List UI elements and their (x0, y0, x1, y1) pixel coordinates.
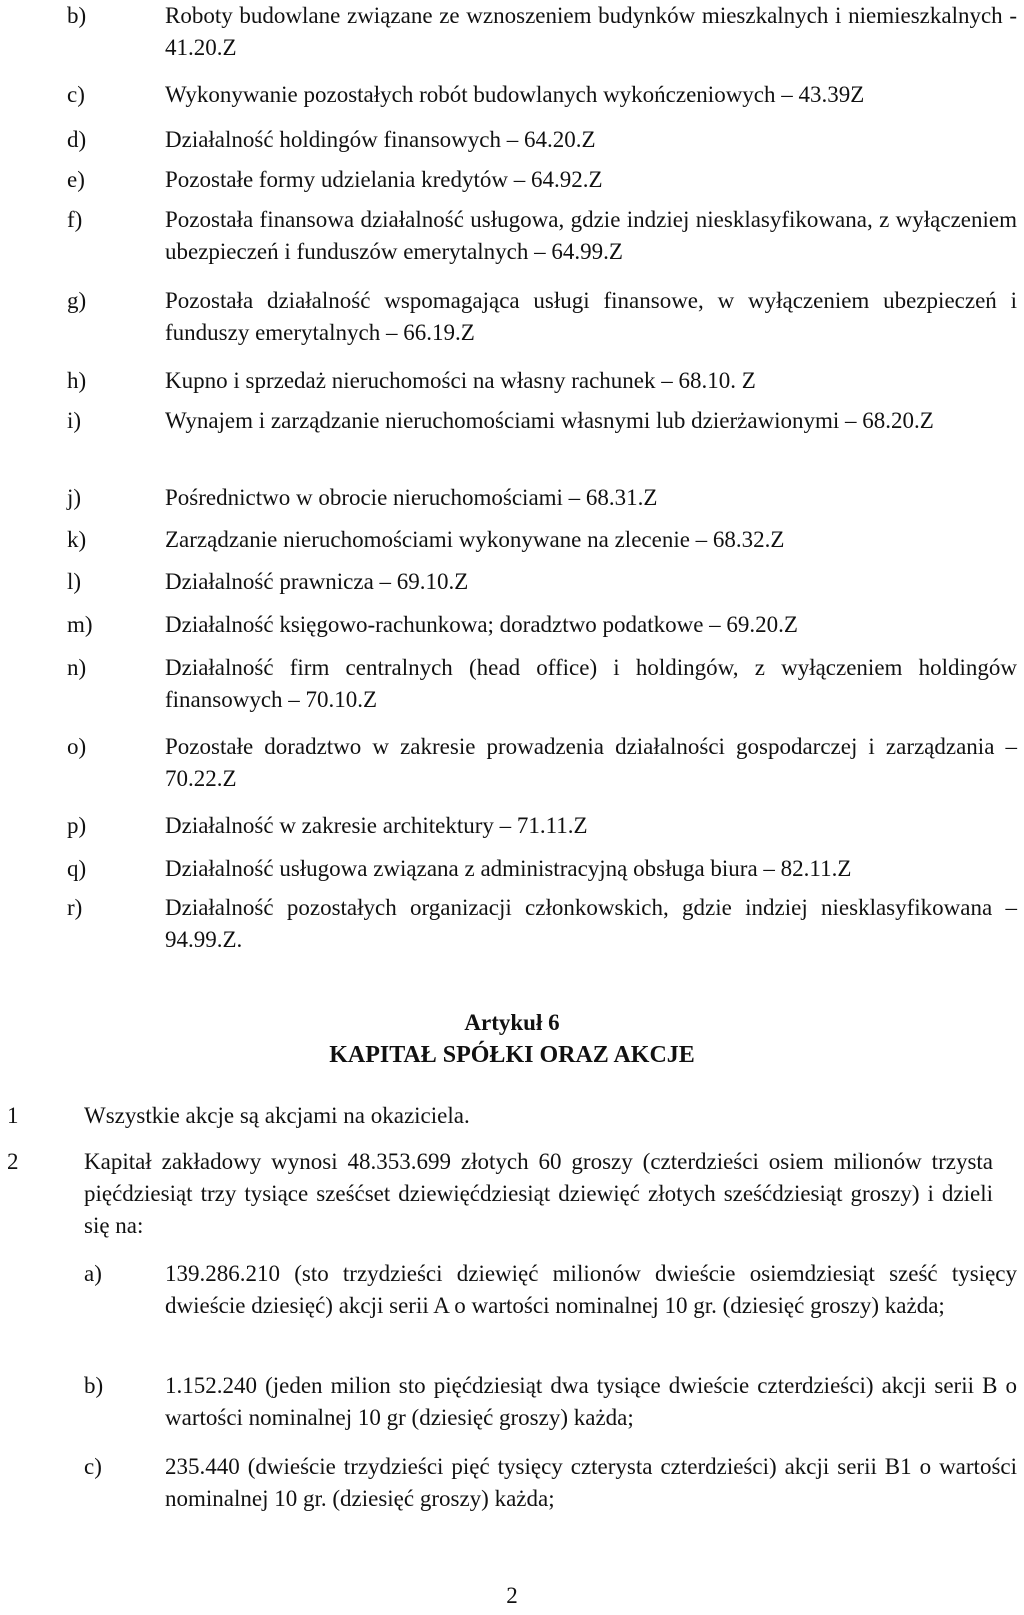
item-text: Pozostałe formy udzielania kredytów – 64.92.Z (165, 167, 603, 192)
page-number: 2 (506, 1583, 518, 1608)
article-title: KAPITAŁ SPÓŁKI ORAZ AKCJE (329, 1042, 695, 1068)
item-text: Wszystkie akcje są akcjami na okaziciela. (84, 1103, 470, 1128)
item-text: Działalność księgowo-rachunkowa; doradztwo podatkowe – 69.20.Z (165, 612, 798, 637)
item-text: Pozostała działalność wspomagająca usługi finansowe, w wyłączeniem ubezpieczeń i funduszy emerytalnych – 66.19.Z (165, 288, 1017, 345)
item-label: b) (67, 3, 87, 28)
item-text: Pośrednictwo w obrocie nieruchomościami – 68.31.Z (165, 485, 658, 510)
item-text: Działalność holdingów finansowych – 64.20.Z (165, 127, 596, 152)
item-label: n) (67, 655, 87, 680)
item-text: 1.152.240 (jeden milion sto pięćdziesiąt dwa tysiące dwieście czterdzieści) akcji serii B o wartości nominalnej 10 gr (dziesięć groszy) każda; (165, 1373, 1017, 1430)
item-number: 1 (7, 1103, 19, 1128)
item-text: Działalność w zakresie architektury – 71.11.Z (165, 813, 588, 838)
item-text: Pozostała finansowa działalność usługowa, gdzie indziej niesklasyfikowana, z wyłączeniem ubezpieczeń i funduszów emerytalnych – 64.99.Z (165, 207, 1017, 264)
item-label: q) (67, 856, 87, 881)
item-text: Działalność pozostałych organizacji członkowskich, gdzie indziej niesklasyfikowana – 94.99.Z. (165, 895, 1017, 952)
item-label: d) (67, 127, 87, 152)
item-text: Kupno i sprzedaż nieruchomości na własny rachunek – 68.10. Z (165, 368, 756, 393)
item-label: p) (67, 813, 87, 838)
item-label: g) (67, 288, 87, 313)
item-text: Działalność usługowa związana z administracyjną obsługa biura – 82.11.Z (165, 856, 852, 881)
item-text: Kapitał zakładowy wynosi 48.353.699 złotych 60 groszy (czterdzieści osiem milionów trzysta pięćdziesiąt trzy tysiące sześćset dziewięćdziesiąt dziewięć złotych sześćdziesiąt groszy) i dzieli się na: (84, 1149, 993, 1238)
item-label: m) (67, 612, 93, 637)
item-number: 2 (7, 1149, 19, 1174)
item-text: 235.440 (dwieście trzydzieści pięć tysięcy czterysta czterdzieści) akcji serii B1 o wartości nominalnej 10 gr. (dziesięć groszy) każda; (165, 1454, 1017, 1511)
item-text: Działalność prawnicza – 69.10.Z (165, 569, 469, 594)
item-text: Wykonywanie pozostałych robót budowlanych wykończeniowych – 43.39Z (165, 82, 865, 107)
item-label: b) (84, 1373, 104, 1398)
item-text: Roboty budowlane związane ze wznoszeniem budynków mieszkalnych i niemieszkalnych - 41.20.Z (165, 3, 1017, 60)
item-text: Zarządzanie nieruchomościami wykonywane na zlecenie – 68.32.Z (165, 527, 785, 552)
item-label: o) (67, 734, 87, 759)
item-label: f) (67, 207, 83, 232)
item-label: k) (67, 527, 87, 552)
item-label: c) (84, 1454, 102, 1479)
item-text: Działalność firm centralnych (head office) i holdingów, z wyłączeniem holdingów finansowych – 70.10.Z (165, 655, 1017, 712)
item-label: e) (67, 167, 85, 192)
item-label: c) (67, 82, 85, 107)
item-text: Wynajem i zarządzanie nieruchomościami własnymi lub dzierżawionymi – 68.20.Z (165, 408, 934, 433)
item-text: Pozostałe doradztwo w zakresie prowadzenia działalności gospodarczej i zarządzania – 70.22.Z (165, 734, 1017, 791)
item-label: l) (67, 569, 82, 594)
item-text: 139.286.210 (sto trzydzieści dziewięć milionów dwieście osiemdziesiąt sześć tysięcy dwieście dziesięć) akcji serii A o wartości nominalnej 10 gr. (dziesięć groszy) każda; (165, 1261, 1017, 1318)
item-label: h) (67, 368, 87, 393)
item-label: j) (67, 485, 82, 510)
item-label: r) (67, 895, 83, 920)
item-label: i) (67, 408, 82, 433)
article-heading (0, 1006, 1024, 1072)
article-number: Artykuł 6 (464, 1010, 560, 1035)
item-label: a) (84, 1261, 102, 1286)
